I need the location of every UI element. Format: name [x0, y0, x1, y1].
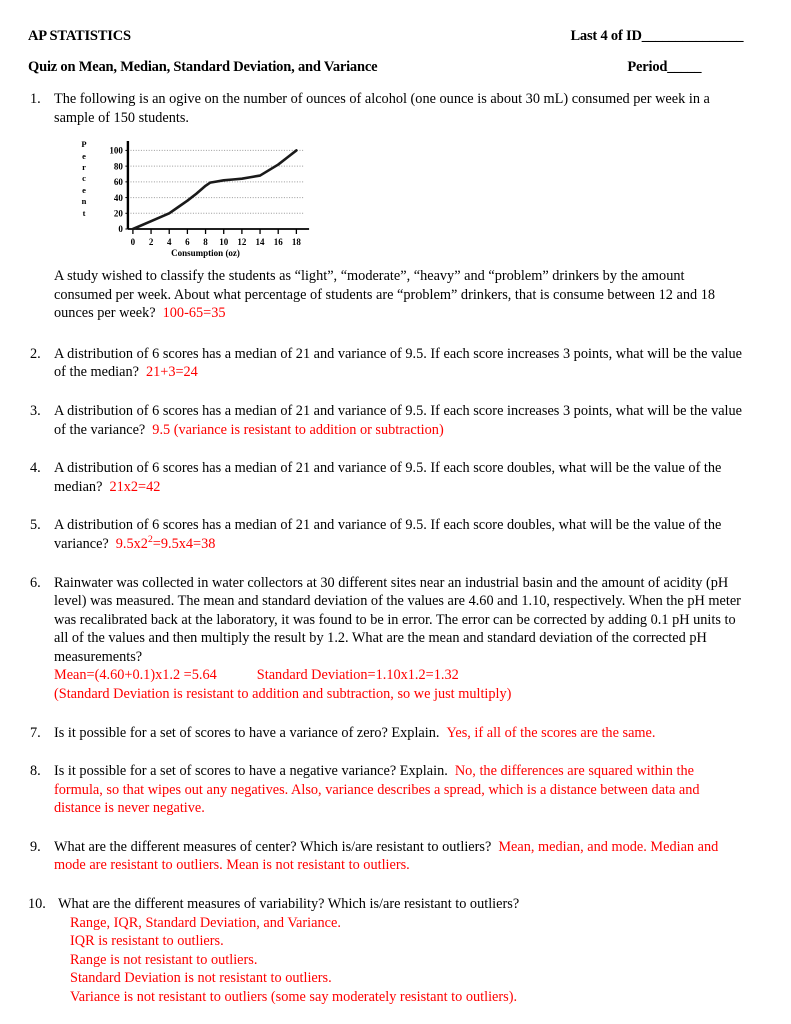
- period-label-text: Period: [627, 59, 668, 75]
- question-9-prompt: What are the different measures of center? Which is/are resistant to outliers?: [54, 838, 492, 855]
- question-4: [28, 459, 743, 496]
- header-row-quiz: [28, 59, 743, 76]
- question-6-answer-line-2: (Standard Deviation is resistant to addition and subtraction, so we just multiply): [54, 685, 512, 702]
- y-axis-letter-t: t: [82, 207, 86, 218]
- chart-y-tick-label: 20: [113, 208, 123, 219]
- ogive-chart: [78, 133, 330, 261]
- question-7: [28, 724, 743, 743]
- y-axis-letter-c: c: [82, 173, 86, 184]
- question-6-prompt: Rainwater was collected in water collectors at 30 different sites near an industrial basin and the amount of acidity (pH level) was measured. The mean and standard deviation of the values are 4.60 and 1.10, respectively. When the pH meter was recalibrated back at the laboratory, it was found to be in error. The error can be corrected by adding 0.1 pH units to all of the values and then multiply the result by 1.2. What are the mean and standard deviation of the corrected pH measurements?: [54, 574, 741, 665]
- chart-x-tick-label: 2: [148, 237, 154, 248]
- question-3-body: [54, 402, 743, 439]
- y-axis-letter-n: n: [81, 196, 87, 207]
- question-1-body: [54, 90, 743, 323]
- chart-x-tick-label: 10: [219, 237, 229, 248]
- question-4-prompt: A distribution of 6 scores has a median of 21 and variance of 9.5. If each score doubles, what will be the value of the median?: [54, 460, 722, 495]
- question-5-body: [54, 516, 743, 553]
- question-10: [28, 895, 743, 1006]
- question-5-prompt: A distribution of 6 scores has a median of 21 and variance of 9.5. If each score doubles, what will be the value of the variance?: [54, 517, 722, 552]
- question-10-answer-line-2: IQR is resistant to outliers.: [70, 933, 224, 950]
- chart-y-tick-label: 80: [113, 161, 123, 172]
- y-axis-letter-p: P: [81, 139, 87, 150]
- id-field-label: [570, 28, 743, 45]
- ogive-data-line: [133, 151, 296, 230]
- question-1-prompt: The following is an ogive on the number of ounces of alcohol (one ounce is about 30 mL) consumed per week in a sample of 150 students.: [54, 91, 710, 126]
- chart-x-tick-label: 18: [291, 237, 301, 248]
- question-6: [28, 574, 743, 704]
- chart-y-tick-label: 100: [109, 145, 123, 156]
- question-5-answer-exponent: 2: [147, 534, 153, 546]
- question-9-body: [54, 838, 743, 875]
- question-6-mean: Mean=(4.60+0.1)x1.2 =5.64: [54, 667, 217, 684]
- y-axis-letter-r: r: [82, 161, 86, 172]
- course-title: AP STATISTICS: [28, 28, 131, 44]
- chart-y-tick-label: 0: [118, 224, 123, 235]
- chart-x-tick-label: 8: [203, 237, 208, 248]
- question-9-answer: Mean, median, and mode. Median and mode are resistant to outliers. Mean is not resistant to outliers.: [54, 838, 719, 874]
- chart-y-tick-label: 60: [113, 177, 123, 188]
- question-7-answer: Yes, if all of the scores are the same.: [446, 724, 656, 741]
- question-5-answer-pre: 9.5x2: [115, 535, 148, 552]
- question-1-number: 1.: [30, 91, 41, 107]
- ogive-svg: [78, 133, 330, 261]
- question-6-body: [54, 574, 743, 704]
- id-blank-line[interactable]: _______________: [641, 28, 743, 44]
- chart-x-tick-label: 4: [166, 237, 172, 248]
- question-5-number: 5.: [30, 517, 41, 534]
- question-3-prompt: A distribution of 6 scores has a median of 21 and variance of 9.5. If each score increases 3 points, what will be the value of the variance?: [54, 403, 743, 438]
- chart-x-tick-label: 6: [185, 237, 190, 248]
- id-label-text: Last 4 of ID: [570, 28, 642, 44]
- y-axis-letter-e1: e: [82, 150, 86, 161]
- chart-y-tick-label: 40: [113, 192, 123, 203]
- question-9-number: 9.: [30, 838, 41, 855]
- question-10-answer-line-4: Standard Deviation is not resistant to outliers.: [70, 970, 332, 987]
- question-5: [28, 516, 743, 553]
- question-3-answer: 9.5 (variance is resistant to addition or subtraction): [152, 421, 444, 438]
- question-9: [28, 838, 743, 875]
- question-1-prompt-2: A study wished to classify the students as “light”, “moderate”, “heavy” and “problem” drinkers by the amount consumed per week. About what percentage of students are “problem” drinkers, that is consume between 12 and 18 ounces per week?: [54, 268, 716, 322]
- question-1: [28, 90, 743, 323]
- question-6-answer-line-1: [54, 666, 743, 685]
- chart-x-axis-label: Consumption (oz): [171, 248, 240, 259]
- question-8-body: [54, 762, 743, 818]
- question-2-body: [54, 345, 743, 382]
- question-2-prompt: A distribution of 6 scores has a median of 21 and variance of 9.5. If each score increases 3 points, what will be the value of the median?: [54, 345, 743, 381]
- period-blank-line[interactable]: _____: [667, 59, 701, 75]
- question-10-number: 10.: [28, 896, 46, 913]
- question-10-answer-line-5: Variance is not resistant to outliers (some say moderately resistant to outliers).: [70, 988, 518, 1005]
- question-2-answer: 21+3=24: [145, 364, 198, 381]
- header-row-course: [28, 28, 743, 45]
- question-4-number: 4.: [30, 460, 41, 477]
- question-3: [28, 402, 743, 439]
- question-2-number: 2.: [30, 345, 41, 362]
- question-6-number: 6.: [30, 574, 41, 591]
- question-4-answer: 21x2=42: [109, 478, 161, 495]
- question-10-answer-line-3: Range is not resistant to outliers.: [70, 951, 258, 968]
- question-8-answer: No, the differences are squared within the formula, so that wipes out any negatives. Also, variance describes a spread, which is a distance between data and distance is never negative.: [54, 763, 700, 817]
- question-7-number: 7.: [30, 724, 41, 741]
- question-8-number: 8.: [30, 763, 41, 780]
- question-5-answer: [116, 536, 216, 552]
- page-content: [28, 28, 743, 1007]
- question-6-stddev: Standard Deviation=1.10x1.2=1.32: [256, 667, 459, 684]
- question-7-prompt: Is it possible for a set of scores to have a variance of zero? Explain.: [54, 724, 440, 741]
- question-8-prompt: Is it possible for a set of scores to have a negative variance? Explain.: [54, 763, 448, 780]
- question-5-answer-post: =9.5x4=38: [152, 535, 216, 552]
- question-7-body: [54, 724, 743, 743]
- question-10-answer-line-1: Range, IQR, Standard Deviation, and Variance.: [70, 914, 341, 931]
- question-4-body: [54, 459, 743, 496]
- question-10-body: [58, 895, 743, 1006]
- quiz-title: Quiz on Mean, Median, Standard Deviation, and Variance: [28, 59, 378, 75]
- question-3-number: 3.: [30, 403, 41, 420]
- chart-y-axis-label: [78, 139, 90, 219]
- chart-x-tick-label: 16: [273, 237, 283, 248]
- question-2: [28, 345, 743, 382]
- chart-x-tick-label: 14: [255, 237, 265, 248]
- y-axis-letter-e2: e: [82, 184, 86, 195]
- question-1-answer: 100-65=35: [162, 305, 226, 322]
- period-field-label: [627, 59, 743, 76]
- question-8: [28, 762, 743, 818]
- question-10-prompt: What are the different measures of variability? Which is/are resistant to outliers?: [58, 896, 520, 913]
- chart-x-tick-label: 0: [130, 237, 136, 248]
- chart-x-tick-label: 12: [237, 237, 247, 248]
